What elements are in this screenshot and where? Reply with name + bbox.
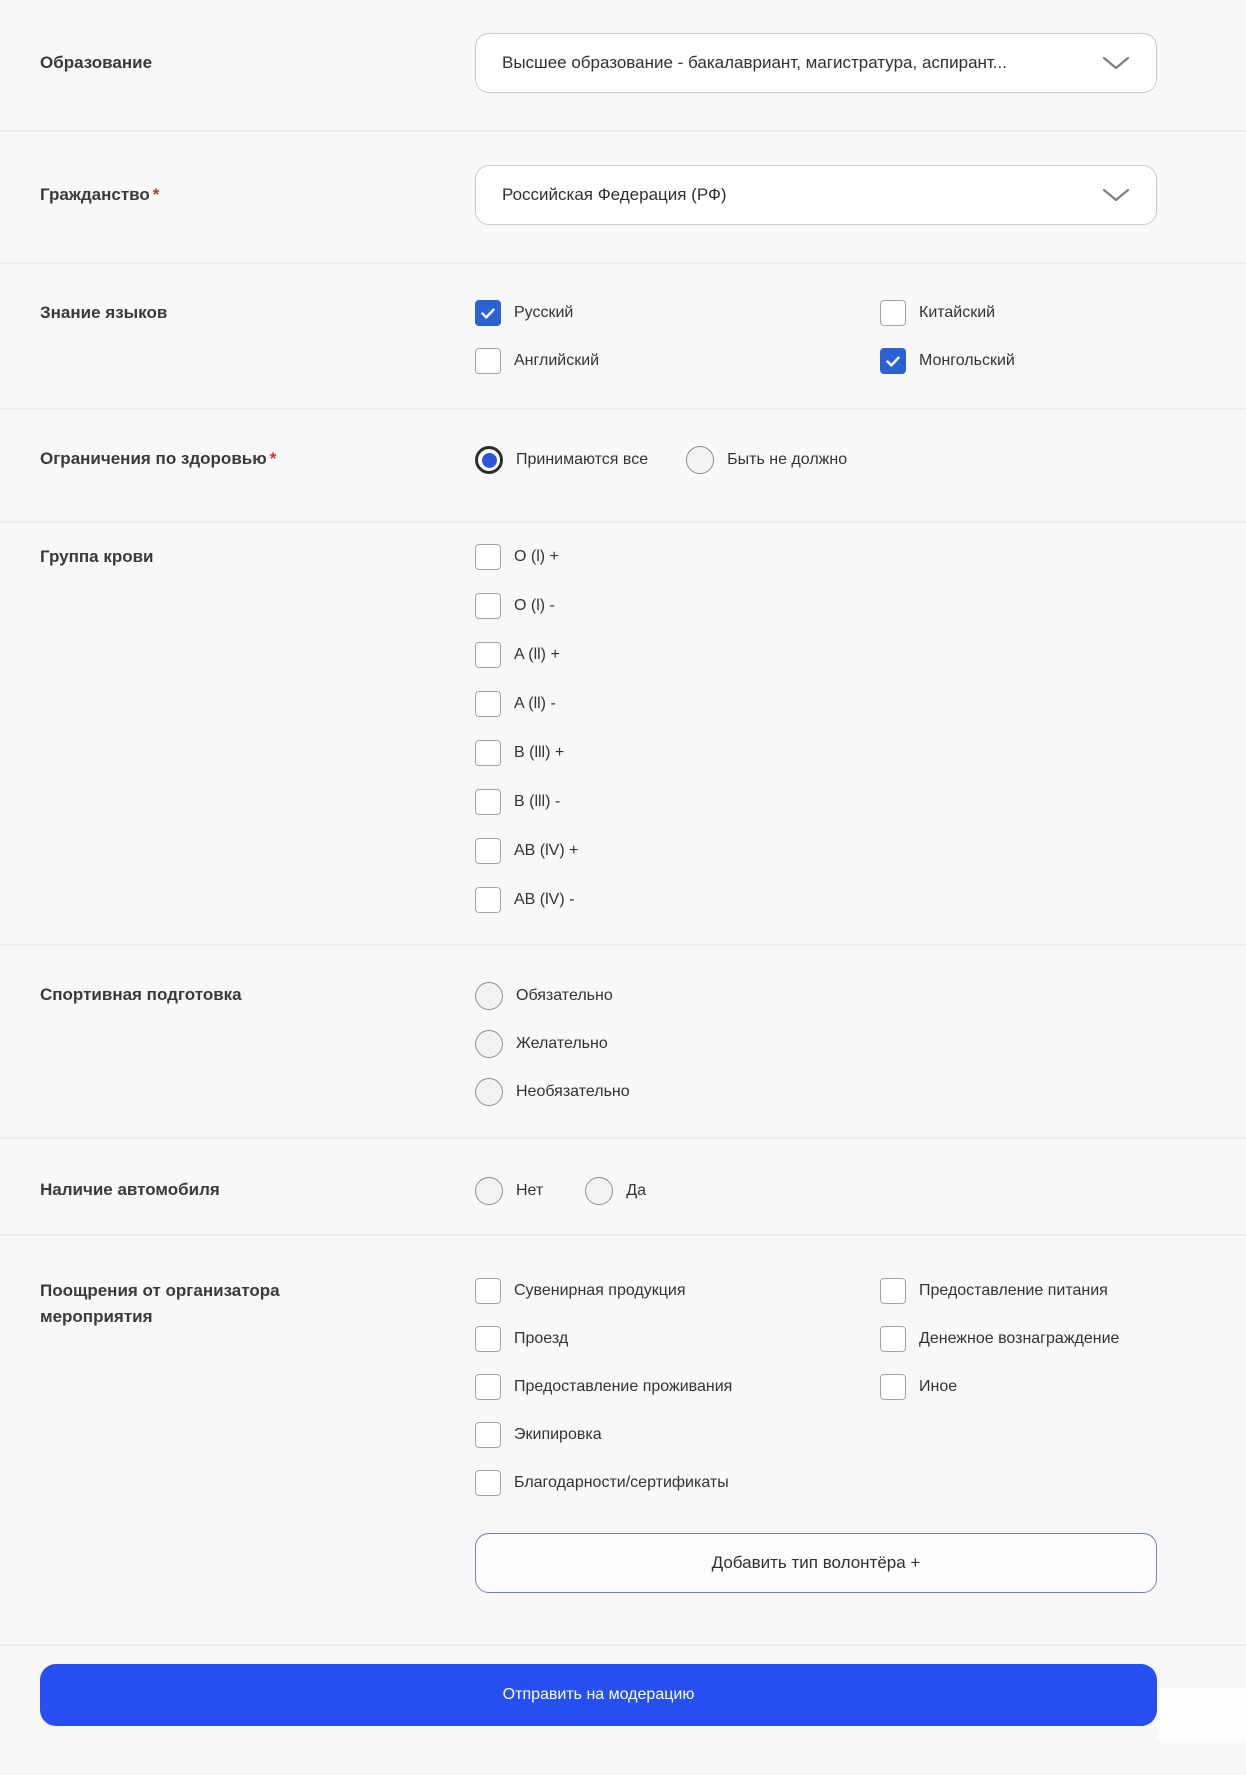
field-label-text: Знание языков bbox=[40, 303, 168, 322]
checkbox[interactable] bbox=[475, 544, 501, 570]
checkbox-option-o1-minus[interactable] bbox=[475, 593, 1206, 619]
checkbox[interactable] bbox=[475, 300, 501, 326]
radio-option-no[interactable] bbox=[475, 1177, 543, 1205]
field-row-citizenship bbox=[40, 132, 1206, 262]
checkbox-option-accommodation[interactable] bbox=[475, 1374, 880, 1400]
option-label: A (ll) - bbox=[514, 695, 556, 712]
checkbox[interactable] bbox=[475, 1422, 501, 1448]
citizenship-select[interactable] bbox=[475, 165, 1157, 225]
option-label: Быть не должно bbox=[727, 451, 848, 468]
checkbox[interactable] bbox=[475, 1278, 501, 1304]
option-label: Проезд bbox=[514, 1330, 569, 1347]
field-label-text: Спортивная подготовка bbox=[40, 985, 242, 1004]
option-label: Предоставление проживания bbox=[514, 1378, 733, 1395]
option-label: Денежное вознаграждение bbox=[919, 1330, 1120, 1347]
checkbox-option-b3-plus[interactable] bbox=[475, 740, 1206, 766]
field-label-languages bbox=[40, 300, 475, 374]
option-label: Принимаются все bbox=[516, 451, 649, 468]
field-label-citizenship bbox=[40, 182, 475, 208]
radio-button[interactable] bbox=[686, 446, 714, 474]
option-label: Китайский bbox=[919, 304, 996, 321]
option-label: A (ll) + bbox=[514, 646, 560, 663]
required-marker: * bbox=[269, 449, 277, 468]
checkbox-option-mongolian[interactable] bbox=[880, 348, 1206, 374]
field-label-text: Группа крови bbox=[40, 547, 154, 566]
checkbox[interactable] bbox=[475, 348, 501, 374]
field-label-car-availability bbox=[40, 1177, 475, 1205]
option-label: Сувенирная продукция bbox=[514, 1282, 686, 1299]
citizenship-select-value: Российская Федерация (РФ) bbox=[502, 185, 727, 204]
checkbox[interactable] bbox=[475, 593, 501, 619]
option-label: B (lll) - bbox=[514, 793, 561, 810]
checkbox[interactable] bbox=[475, 1374, 501, 1400]
checkbox-option-a2-minus[interactable] bbox=[475, 691, 1206, 717]
radio-button[interactable] bbox=[475, 1177, 503, 1205]
radio-option-yes[interactable] bbox=[585, 1177, 646, 1205]
submit-moderation-button[interactable]: Отправить на модерацию bbox=[40, 1664, 1157, 1726]
checkbox[interactable] bbox=[475, 1470, 501, 1496]
background-patch bbox=[1157, 1688, 1246, 1740]
option-label: Обязательно bbox=[516, 987, 613, 1004]
field-label-education bbox=[40, 50, 475, 76]
option-label: Предоставление питания bbox=[919, 1282, 1108, 1299]
option-label: Русский bbox=[514, 304, 574, 321]
chevron-down-icon bbox=[1102, 188, 1130, 202]
chevron-down-icon bbox=[1102, 56, 1130, 70]
checkbox[interactable] bbox=[880, 1278, 906, 1304]
field-label-rewards bbox=[40, 1278, 475, 1496]
checkbox[interactable] bbox=[475, 740, 501, 766]
field-label-text: Поощрения от организатора мероприятия bbox=[40, 1281, 280, 1326]
field-row-health-restrictions bbox=[40, 410, 1206, 521]
field-label-text: Образование bbox=[40, 53, 153, 72]
option-label: Английский bbox=[514, 352, 600, 369]
checkbox-option-chinese[interactable] bbox=[880, 300, 1206, 326]
field-row-rewards bbox=[40, 1236, 1206, 1644]
radio-option-accepted-all[interactable] bbox=[475, 446, 648, 474]
field-label-blood-group bbox=[40, 544, 475, 913]
option-label: Нет bbox=[516, 1182, 544, 1199]
checkbox-option-russian[interactable] bbox=[475, 300, 880, 326]
field-label-text: Гражданство bbox=[40, 185, 150, 204]
option-label: Экипировка bbox=[514, 1426, 602, 1443]
field-label-health bbox=[40, 446, 475, 474]
checkbox[interactable] bbox=[880, 348, 906, 374]
checkbox[interactable] bbox=[880, 300, 906, 326]
radio-option-must-not-have[interactable] bbox=[686, 446, 847, 474]
radio-button[interactable] bbox=[475, 1078, 503, 1106]
radio-button[interactable] bbox=[475, 982, 503, 1010]
checkbox-option-ab4-minus[interactable] bbox=[475, 887, 1206, 913]
checkbox-option-a2-plus[interactable] bbox=[475, 642, 1206, 668]
checkbox[interactable] bbox=[475, 691, 501, 717]
checkbox-option-b3-minus[interactable] bbox=[475, 789, 1206, 815]
option-label: Монгольский bbox=[919, 352, 1015, 369]
radio-option-desirable[interactable] bbox=[475, 1030, 1206, 1058]
add-volunteer-type-button[interactable]: Добавить тип волонтёра + bbox=[475, 1533, 1157, 1593]
checkbox[interactable] bbox=[880, 1326, 906, 1352]
checkbox-option-other[interactable] bbox=[880, 1374, 1119, 1400]
field-label-sports-training bbox=[40, 982, 475, 1106]
option-label: O (l) + bbox=[514, 548, 559, 565]
option-label: B (lll) + bbox=[514, 744, 565, 761]
option-label: AB (lV) - bbox=[514, 891, 575, 908]
option-label: Да bbox=[626, 1182, 646, 1199]
field-row-car-availability bbox=[40, 1139, 1206, 1234]
radio-button[interactable] bbox=[475, 446, 503, 474]
option-label: Иное bbox=[919, 1378, 958, 1395]
option-label: Желательно bbox=[516, 1035, 608, 1052]
radio-button[interactable] bbox=[585, 1177, 613, 1205]
field-row-blood-group bbox=[40, 523, 1206, 944]
checkbox[interactable] bbox=[475, 887, 501, 913]
option-label: AB (lV) + bbox=[514, 842, 579, 859]
field-label-text: Наличие автомобиля bbox=[40, 1180, 220, 1199]
checkbox[interactable] bbox=[475, 1326, 501, 1352]
option-label: Благодарности/сертификаты bbox=[514, 1474, 729, 1491]
checkbox-option-certificates[interactable] bbox=[475, 1470, 880, 1496]
radio-button[interactable] bbox=[475, 1030, 503, 1058]
checkbox-option-transport[interactable] bbox=[475, 1326, 880, 1352]
radio-option-mandatory[interactable] bbox=[475, 982, 1206, 1010]
checkbox-option-money-reward[interactable] bbox=[880, 1326, 1119, 1352]
field-label-text: Ограничения по здоровью bbox=[40, 449, 267, 468]
checkbox[interactable] bbox=[880, 1374, 906, 1400]
option-label: O (l) - bbox=[514, 597, 555, 614]
submit-row bbox=[40, 1646, 1206, 1771]
checkbox[interactable] bbox=[475, 789, 501, 815]
option-label: Необязательно bbox=[516, 1083, 630, 1100]
field-row-languages bbox=[40, 264, 1206, 408]
checkbox-option-o1-plus[interactable] bbox=[475, 544, 1206, 570]
education-select-value: Высшее образование - бакалавриант, магистратура, аспирант... bbox=[502, 53, 1007, 72]
checkbox[interactable] bbox=[475, 642, 501, 668]
checkbox-option-souvenirs[interactable] bbox=[475, 1278, 880, 1304]
required-marker: * bbox=[152, 185, 160, 204]
checkbox-option-meals[interactable] bbox=[880, 1278, 1119, 1304]
radio-option-optional[interactable] bbox=[475, 1078, 1206, 1106]
checkbox[interactable] bbox=[475, 838, 501, 864]
checkbox-option-ab4-plus[interactable] bbox=[475, 838, 1206, 864]
field-row-sports-training bbox=[40, 946, 1206, 1137]
checkbox-option-equipment[interactable] bbox=[475, 1422, 880, 1448]
checkbox-option-english[interactable] bbox=[475, 348, 880, 374]
field-row-education bbox=[40, 0, 1206, 130]
education-select[interactable] bbox=[475, 33, 1157, 93]
